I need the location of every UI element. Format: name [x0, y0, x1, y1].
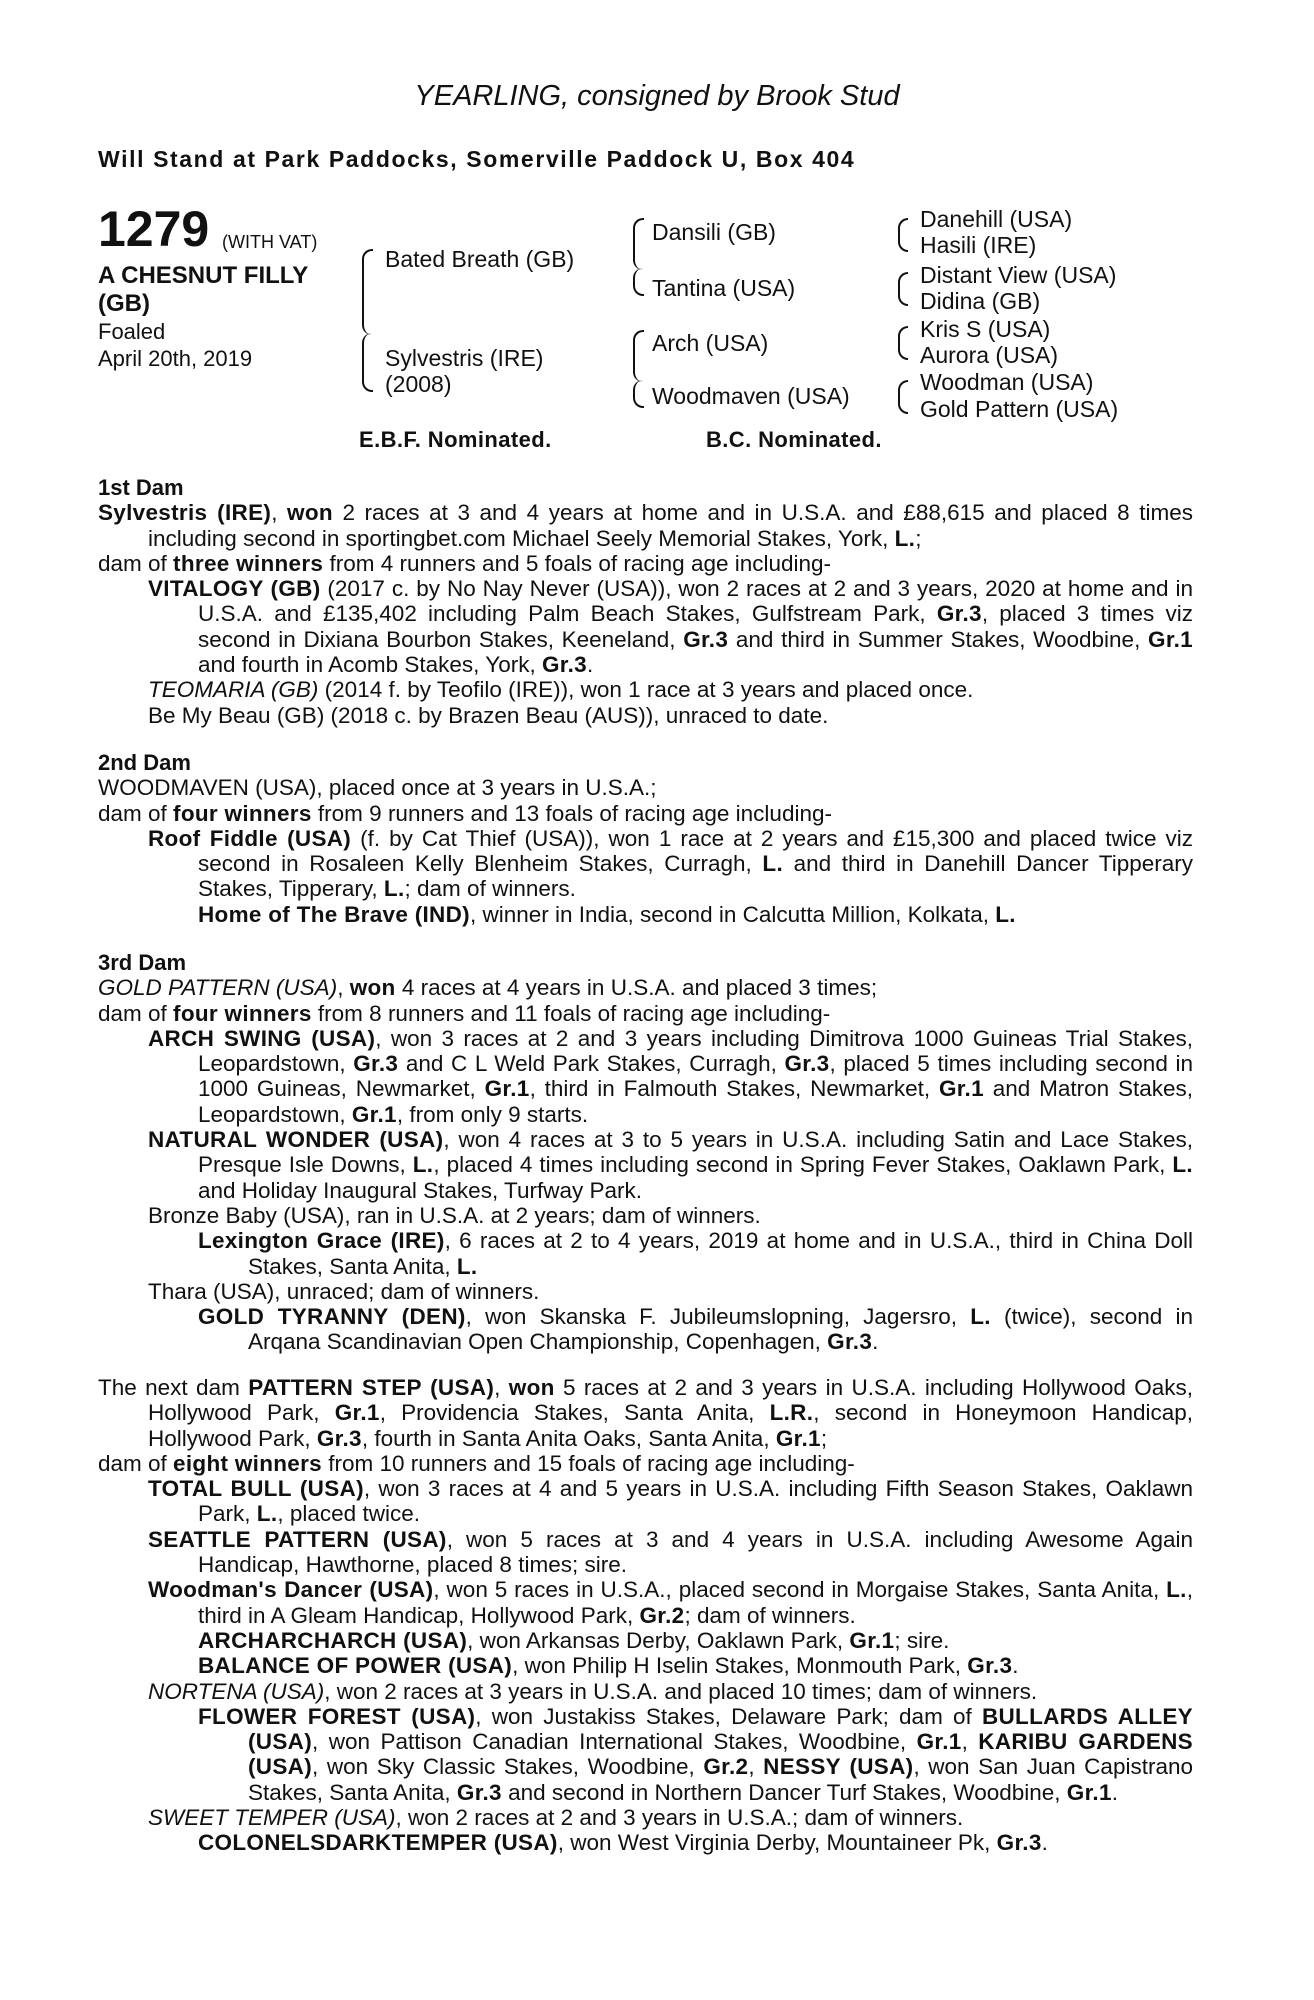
horse-name: SEATTLE PATTERN (USA) [148, 1526, 447, 1552]
list-item: NORTENA (USA), won 2 races at 3 years in U.S.A. and placed 10 times; dam of winners. [148, 1678, 1038, 1704]
pedigree-g4: Didina (GB) [920, 288, 1041, 314]
pedigree-g3: Distant View (USA) [920, 262, 1117, 288]
g-brace-2 [898, 272, 908, 306]
pedigree-g6: Aurora (USA) [920, 342, 1059, 368]
bc-nominated: B.C. Nominated. [706, 427, 882, 452]
pedigree-g2: Hasili (IRE) [920, 232, 1037, 258]
pedigree-sire-dam: Tantina (USA) [652, 275, 796, 301]
horse-name: GOLD TYRANNY (DEN) [198, 1304, 466, 1330]
pedigree-sire: Bated Breath (GB) [385, 246, 575, 272]
next-dam-produce: dam of eight winners from 10 runners and 15 foals of racing age including- [98, 1450, 855, 1476]
list-item: ARCH SWING (USA), won 3 races at 2 and 3 years including Dimitrova 1000 Guineas Trial Stakes, Leopardstown, Gr.3 and C L Weld Park Stakes, Curragh, Gr.3, placed 5 times including second in 1000 Guineas, Newmarket, Gr.1, third in Falmouth Stakes, Newmarket, Gr.1 and Matron Stakes, Leopardstown, Gr.1, from only 9 starts. [148, 1025, 1193, 1127]
list-item: Lexington Grace (IRE), 6 races at 2 to 4 years, 2019 at home and in U.S.A., third in China Doll Stakes, Santa Anita, L. [198, 1228, 1193, 1279]
foaled-date: April 20th, 2019 [98, 346, 253, 371]
horse-name: SWEET TEMPER (USA) [148, 1805, 396, 1831]
pedigree-dam-year: (2008) [385, 371, 452, 397]
second-dam-produce: dam of four winners from 9 runners and 13 foals of racing age including- [98, 800, 832, 826]
list-item: Bronze Baby (USA), ran in U.S.A. at 2 years; dam of winners. [148, 1202, 761, 1228]
pedigree-sire-sire: Dansili (GB) [652, 219, 776, 245]
first-dam-record: Sylvestris (IRE), won 2 races at 3 and 4 years at home and in U.S.A. and £88,615 and placed 8 times including second in sportingbet.com Michael Seely Memorial Stakes, York, L.; [98, 500, 1193, 551]
page-title: YEARLING, consigned by Brook Stud [414, 80, 900, 112]
horse-name: Lexington Grace (IRE) [198, 1228, 445, 1254]
sire-brace [362, 249, 373, 335]
list-item: COLONELSDARKTEMPER (USA), won West Virginia Derby, Mountaineer Pk, Gr.3. [198, 1830, 1048, 1856]
list-item: Roof Fiddle (USA) (f. by Cat Thief (USA)), won 1 race at 2 years and £15,300 and placed twice viz second in Rosaleen Kelly Blenheim Stakes, Curragh, L. and third in Danehill Dancer Tipperary Stakes, Tipperary, L.; dam of winners. [148, 825, 1193, 902]
third-dam-section [98, 950, 1193, 1355]
stand-location: Will Stand at Park Paddocks, Somerville Paddock U, Box 404 [98, 146, 856, 172]
pedigree-dam-dam: Woodmaven (USA) [652, 383, 850, 409]
vat-note: (WITH VAT) [222, 232, 318, 252]
dam-brace [362, 333, 373, 392]
pedigree-g1: Danehill (USA) [920, 206, 1073, 232]
list-item: Woodman's Dancer (USA), won 5 races in U.S.A., placed second in Morgaise Stakes, Santa Anita, L., third in A Gleam Handicap, Hollywood Park, Gr.2; dam of winners. [148, 1577, 1193, 1628]
list-item: SWEET TEMPER (USA), won 2 races at 2 and 3 years in U.S.A.; dam of winners. [148, 1805, 964, 1831]
list-item: VITALOGY (GB) (2017 c. by No Nay Never (USA)), won 2 races at 2 and 3 years, 2020 at home and in U.S.A. and £135,402 including Palm Beach Stakes, Gulfstream Park, Gr.3, placed 3 times viz second in Dixiana Bourbon Stakes, Keeneland, Gr.3 and third in Summer Stakes, Woodbine, Gr.1 and fourth in Acomb Stakes, York, Gr.3. [148, 576, 1194, 678]
list-item: NATURAL WONDER (USA), won 4 races at 3 to 5 years in U.S.A. including Satin and Lace Stakes, Presque Isle Downs, L., placed 4 times including second in Spring Fever Stakes, Oaklawn Park, L. and Holiday Inaugural Stakes, Turfway Park. [148, 1127, 1193, 1203]
foaled-label: Foaled [98, 319, 166, 344]
horse-name: ARCH SWING (USA) [148, 1025, 376, 1051]
list-item: ARCHARCHARCH (USA), won Arkansas Derby, Oaklawn Park, Gr.1; sire. [198, 1627, 950, 1653]
first-dam-section [98, 475, 1193, 728]
horse-name: NORTENA (USA) [148, 1678, 325, 1704]
sire-line-brace-bottom [633, 268, 644, 296]
dam-line-brace-bottom [633, 380, 644, 408]
list-item: Thara (USA), unraced; dam of winners. [148, 1278, 540, 1304]
second-dam-record: WOODMAVEN (USA), placed once at 3 years in U.S.A.; [98, 775, 657, 801]
horse-name: TEOMARIA (GB) [148, 677, 319, 703]
lot-sex-line2: (GB) [98, 290, 150, 317]
sire-line-brace-top [633, 218, 644, 270]
list-item: Be My Beau (GB) (2018 c. by Brazen Beau (AUS)), unraced to date. [148, 702, 829, 728]
list-item: TEOMARIA (GB) (2014 f. by Teofilo (IRE)), won 1 race at 3 years and placed once. [148, 677, 974, 703]
pedigree-g5: Kris S (USA) [920, 316, 1051, 342]
pedigree-dam-sire: Arch (USA) [652, 330, 769, 356]
pedigree-g8: Gold Pattern (USA) [920, 396, 1119, 422]
pedigree-dam: Sylvestris (IRE) [385, 345, 544, 371]
horse-name: Woodman's Dancer (USA) [148, 1577, 434, 1603]
next-dam-section [98, 1375, 1193, 1856]
horse-name: Home of The Brave (IND) [198, 901, 470, 927]
horse-name: BALANCE OF POWER (USA) [198, 1653, 513, 1679]
horse-name: COLONELSDARKTEMPER (USA) [198, 1830, 558, 1856]
horse-name: Roof Fiddle (USA) [148, 825, 352, 851]
list-item: TOTAL BULL (USA), won 3 races at 4 and 5 years in U.S.A. including Fifth Season Stakes, Oaklawn Park, L., placed twice. [148, 1476, 1194, 1527]
second-dam-heading: 2nd Dam [98, 750, 191, 775]
list-item: SEATTLE PATTERN (USA), won 5 races at 3 and 4 years in U.S.A. including Awesome Again Handicap, Hawthorne, placed 8 times; sire. [148, 1526, 1193, 1578]
foaled-info [98, 318, 252, 372]
pedigree-g7: Woodman (USA) [920, 369, 1094, 395]
third-dam-record: GOLD PATTERN (USA), won 4 races at 4 years in U.S.A. and placed 3 times; [98, 975, 878, 1001]
list-item: FLOWER FOREST (USA), won Justakiss Stakes, Delaware Park; dam of BULLARDS ALLEY (USA), won Pattison Canadian International Stakes, Woodbine, Gr.1, KARIBU GARDENS (USA), won Sky Classic Stakes, Woodbine, Gr.2, NESSY (USA), won San Juan Capistrano Stakes, Santa Anita, Gr.3 and second in Northern Dancer Turf Stakes, Woodbine, Gr.1. [198, 1703, 1193, 1805]
horse-name: VITALOGY (GB) [148, 576, 321, 602]
third-dam-produce: dam of four winners from 8 runners and 11 foals of racing age including- [98, 1000, 831, 1026]
horse-name: ARCHARCHARCH (USA) [198, 1627, 468, 1653]
first-dam-heading: 1st Dam [98, 475, 184, 500]
list-item: Home of The Brave (IND), winner in India, second in Calcutta Million, Kolkata, L. [198, 901, 1016, 927]
g-brace-3 [898, 326, 908, 360]
won-text: won [287, 500, 333, 526]
list-item: GOLD TYRANNY (DEN), won Skanska F. Jubileumslopning, Jagersro, L. (twice), second in Arqana Scandinavian Open Championship, Copenhagen, Gr.3. [198, 1304, 1194, 1355]
lot-number: 1279 [98, 201, 210, 257]
dam-line-brace-top [633, 330, 644, 382]
list-item: BALANCE OF POWER (USA), won Philip H Iselin Stakes, Monmouth Park, Gr.3. [198, 1653, 1019, 1679]
third-dam-heading: 3rd Dam [98, 950, 187, 975]
dam-name: Sylvestris (IRE) [98, 500, 272, 526]
second-dam-section [98, 750, 1193, 927]
ebf-nominated: E.B.F. Nominated. [359, 427, 552, 452]
lot-description [98, 262, 308, 318]
g-brace-4 [898, 380, 908, 414]
horse-name: NATURAL WONDER (USA) [148, 1127, 444, 1153]
g-brace-1 [898, 218, 908, 252]
horse-name: FLOWER FOREST (USA) [198, 1703, 476, 1729]
next-dam-record: The next dam PATTERN STEP (USA), won 5 races at 2 and 3 years in U.S.A. including Hollywood Oaks, Hollywood Park, Gr.1, Providencia Stakes, Santa Anita, L.R., second in Honeymoon Handicap, Hollywood Park, Gr.3, fourth in Santa Anita Oaks, Santa Anita, Gr.1; [98, 1375, 1193, 1451]
first-dam-produce: dam of three winners from 4 runners and 5 foals of racing age including- [98, 550, 832, 576]
lot-sex-line1: A CHESNUT FILLY [98, 262, 309, 289]
horse-name: TOTAL BULL (USA) [148, 1476, 364, 1502]
